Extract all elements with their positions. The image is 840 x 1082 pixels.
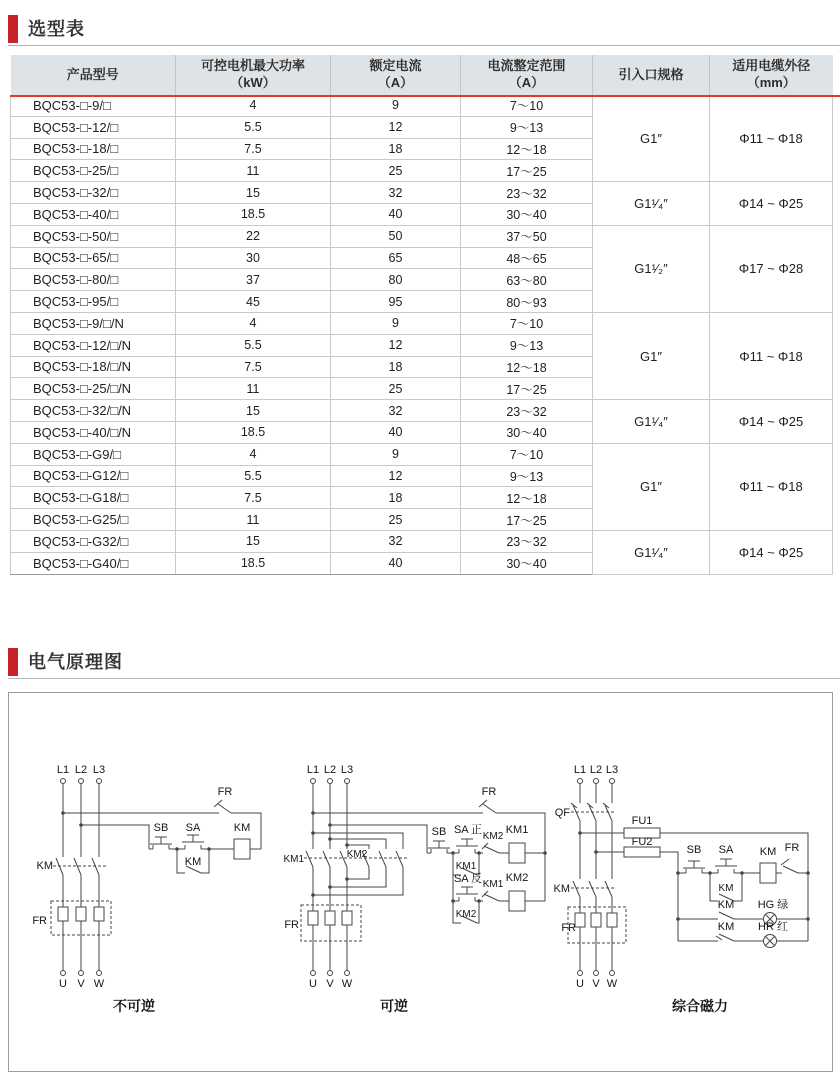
label-fr-relay: FR (32, 915, 47, 927)
cell-inlet: G1¹⁄₄″ (593, 530, 710, 574)
label-l2: L2 (589, 764, 603, 776)
selection-table-body (11, 95, 833, 574)
cell-model: BQC53-□-G32/□ (11, 530, 176, 552)
cell-model: BQC53-□-9/□ (11, 95, 176, 116)
label-l2: L2 (74, 764, 88, 776)
section-title-schematic (8, 645, 840, 679)
cell-inlet: G1″ (593, 312, 710, 399)
label-l3: L3 (92, 764, 106, 776)
cell-inlet: G1¹⁄₄″ (593, 400, 710, 444)
cell-cable: Φ11 ~ Φ18 (710, 95, 833, 182)
cell-cable: Φ14 ~ Φ25 (710, 400, 833, 444)
cell-power: 5.5 (176, 334, 331, 356)
table-row (11, 182, 833, 204)
label-fr-contact: FR (784, 842, 800, 854)
cell-power: 5.5 (176, 116, 331, 138)
cell-current: 50 (331, 225, 461, 247)
table-row (11, 95, 833, 116)
cell-range: 17～25 (461, 160, 593, 182)
cell-model: BQC53-□-95/□ (11, 291, 176, 313)
cell-cable: Φ11 ~ Φ18 (710, 443, 833, 530)
caption-combined-magnetic: 综合磁力 (672, 998, 728, 1014)
cell-range: 30～40 (461, 552, 593, 574)
power-circuit (51, 779, 111, 976)
cell-model: BQC53-□-32/□ (11, 182, 176, 204)
label-sb: SB (686, 844, 702, 856)
cell-model: BQC53-□-18/□/N (11, 356, 176, 378)
cell-range: 17～25 (461, 509, 593, 531)
table-row (11, 225, 833, 247)
selection-title-text: 选型表 (28, 18, 85, 39)
cell-power: 4 (176, 443, 331, 465)
table-row (11, 400, 833, 422)
cell-range: 7～10 (461, 95, 593, 116)
header-row (11, 55, 833, 95)
cell-current: 40 (331, 203, 461, 225)
label-l1: L1 (306, 764, 320, 776)
cell-range: 9～13 (461, 465, 593, 487)
cell-model: BQC53-□-40/□/N (11, 421, 176, 443)
cell-range: 7～10 (461, 443, 593, 465)
label-km-aux: KM (718, 883, 734, 894)
cell-power: 4 (176, 95, 331, 116)
cell-model: BQC53-□-80/□ (11, 269, 176, 291)
cell-current: 12 (331, 334, 461, 356)
cell-inlet: G1¹⁄₄″ (593, 182, 710, 226)
label-hr-red-lamp: HR 红 (758, 921, 788, 933)
label-sa-reverse: SA 反 (453, 873, 483, 885)
label-v: V (77, 978, 85, 990)
label-v: V (592, 978, 600, 990)
cell-cable: Φ14 ~ Φ25 (710, 182, 833, 226)
cell-power: 15 (176, 182, 331, 204)
label-sb: SB (153, 822, 169, 834)
section-title-selection (8, 12, 840, 46)
cell-power: 22 (176, 225, 331, 247)
cell-power: 11 (176, 378, 331, 400)
cell-model: BQC53-□-12/□/N (11, 334, 176, 356)
label-u: U (59, 978, 67, 990)
cell-power: 7.5 (176, 138, 331, 160)
cell-current: 40 (331, 552, 461, 574)
cell-range: 9～13 (461, 334, 593, 356)
cell-current: 32 (331, 400, 461, 422)
cell-range: 37～50 (461, 225, 593, 247)
col-header-power: 可控电机最大功率 （kW） (176, 55, 331, 95)
cell-inlet: G1″ (593, 95, 710, 182)
label-km-main: KM (36, 860, 53, 872)
cell-current: 18 (331, 138, 461, 160)
cell-range: 9～13 (461, 116, 593, 138)
col-header-cable: 适用电缆外径 （mm） (710, 55, 833, 95)
label-u: U (309, 978, 317, 990)
cell-current: 32 (331, 182, 461, 204)
label-u: U (576, 978, 584, 990)
cell-current: 95 (331, 291, 461, 313)
label-km-coil: KM (759, 846, 777, 858)
cell-model: BQC53-□-G25/□ (11, 509, 176, 531)
label-km1-interlock: KM1 (482, 879, 504, 890)
col-header-model: 产品型号 (11, 55, 176, 95)
cell-range: 23～32 (461, 400, 593, 422)
cell-cable: Φ14 ~ Φ25 (710, 530, 833, 574)
label-fr-relay: FR (284, 919, 299, 931)
label-km1-aux: KM1 (455, 861, 477, 872)
label-km2-coil: KM2 (505, 872, 529, 884)
label-km2-interlock: KM2 (482, 831, 504, 842)
cell-range: 7～10 (461, 312, 593, 334)
cell-model: BQC53-□-G18/□ (11, 487, 176, 509)
schematic-combined-magnetic (553, 761, 840, 1021)
cell-model: BQC53-□-18/□ (11, 138, 176, 160)
cell-power: 18.5 (176, 552, 331, 574)
cell-current: 65 (331, 247, 461, 269)
cell-power: 11 (176, 160, 331, 182)
cell-cable: Φ11 ~ Φ18 (710, 312, 833, 399)
schematic-irreversible (29, 761, 279, 1021)
cell-model: BQC53-□-G9/□ (11, 443, 176, 465)
cell-model: BQC53-□-G12/□ (11, 465, 176, 487)
schematic-panel (8, 692, 833, 1072)
label-l3: L3 (340, 764, 354, 776)
cell-range: 80～93 (461, 291, 593, 313)
label-w: W (341, 978, 353, 990)
power-circuit (301, 779, 408, 976)
label-w: W (606, 978, 618, 990)
cell-current: 9 (331, 95, 461, 116)
cell-range: 23～32 (461, 530, 593, 552)
col-header-inlet: 引入口规格 (593, 55, 710, 95)
label-fu2-fuse: FU2 (631, 836, 653, 848)
cell-power: 11 (176, 509, 331, 531)
cell-power: 18.5 (176, 203, 331, 225)
cell-range: 12～18 (461, 138, 593, 160)
label-sa-forward: SA 正 (453, 824, 483, 836)
red-marker-icon (8, 15, 18, 43)
cell-model: BQC53-□-25/□/N (11, 378, 176, 400)
cell-current: 32 (331, 530, 461, 552)
cell-range: 23～32 (461, 182, 593, 204)
label-l1: L1 (573, 764, 587, 776)
label-fr-relay: FR (561, 922, 576, 934)
cell-range: 48～65 (461, 247, 593, 269)
cell-model: BQC53-□-40/□ (11, 203, 176, 225)
label-l1: L1 (56, 764, 70, 776)
cell-range: 63～80 (461, 269, 593, 291)
cell-model: BQC53-□-50/□ (11, 225, 176, 247)
cell-current: 25 (331, 160, 461, 182)
cell-range: 30～40 (461, 203, 593, 225)
cell-model: BQC53-□-12/□ (11, 116, 176, 138)
label-km-main: KM (553, 883, 570, 895)
cell-power: 5.5 (176, 465, 331, 487)
cell-power: 7.5 (176, 487, 331, 509)
cell-cable: Φ17 ~ Φ28 (710, 225, 833, 312)
power-circuit (568, 779, 626, 976)
label-fu1-fuse: FU1 (631, 815, 653, 827)
caption-reversible: 可逆 (380, 998, 408, 1014)
cell-current: 25 (331, 378, 461, 400)
label-km-coil: KM (233, 822, 251, 834)
cell-inlet: G1″ (593, 443, 710, 530)
label-fr-contact: FR (481, 786, 497, 798)
cell-current: 12 (331, 465, 461, 487)
cell-model: BQC53-□-32/□/N (11, 400, 176, 422)
label-hg-green-lamp: HG 绿 (757, 899, 789, 911)
cell-current: 9 (331, 312, 461, 334)
cell-model: BQC53-□-9/□/N (11, 312, 176, 334)
cell-current: 80 (331, 269, 461, 291)
cell-current: 18 (331, 487, 461, 509)
label-km-aux: KM (184, 856, 202, 868)
caption-irreversible: 不可逆 (113, 998, 155, 1014)
table-header (11, 55, 833, 95)
label-sa: SA (718, 844, 734, 856)
label-l2: L2 (323, 764, 337, 776)
cell-current: 9 (331, 443, 461, 465)
col-header-current: 额定电流 （A） (331, 55, 461, 95)
cell-range: 12～18 (461, 356, 593, 378)
selection-table (10, 55, 833, 575)
label-v: V (326, 978, 334, 990)
cell-power: 7.5 (176, 356, 331, 378)
cell-range: 30～40 (461, 421, 593, 443)
label-km1-coil: KM1 (505, 824, 529, 836)
cell-model: BQC53-□-G40/□ (11, 552, 176, 574)
cell-power: 37 (176, 269, 331, 291)
cell-power: 45 (176, 291, 331, 313)
label-km-no-contact: KM (717, 899, 735, 911)
label-fr-contact: FR (217, 786, 233, 798)
table-row (11, 443, 833, 465)
cell-power: 15 (176, 400, 331, 422)
label-km1-main: KM1 (283, 854, 304, 865)
cell-current: 18 (331, 356, 461, 378)
cell-current: 40 (331, 421, 461, 443)
control-circuit (63, 800, 261, 873)
table-header-redline (10, 95, 840, 97)
label-sa: SA (185, 822, 201, 834)
label-sb: SB (431, 826, 447, 838)
label-l3: L3 (605, 764, 619, 776)
cell-model: BQC53-□-25/□ (11, 160, 176, 182)
label-km-nc-contact: KM (717, 921, 735, 933)
cell-current: 25 (331, 509, 461, 531)
label-qf-breaker: QF (554, 807, 570, 819)
cell-power: 4 (176, 312, 331, 334)
cell-power: 15 (176, 530, 331, 552)
cell-power: 30 (176, 247, 331, 269)
schematic-title-text: 电气原理图 (28, 651, 123, 672)
cell-range: 12～18 (461, 487, 593, 509)
label-km2-main: KM2 (346, 849, 368, 860)
cell-range: 17～25 (461, 378, 593, 400)
schematic-reversible (283, 761, 577, 1021)
cell-inlet: G1¹⁄₂″ (593, 225, 710, 312)
label-km2-aux: KM2 (455, 909, 477, 920)
red-marker-icon (8, 648, 18, 676)
table-row (11, 530, 833, 552)
label-w: W (93, 978, 105, 990)
cell-current: 12 (331, 116, 461, 138)
cell-power: 18.5 (176, 421, 331, 443)
col-header-range: 电流整定范围 （A） (461, 55, 593, 95)
table-row (11, 312, 833, 334)
cell-model: BQC53-□-65/□ (11, 247, 176, 269)
